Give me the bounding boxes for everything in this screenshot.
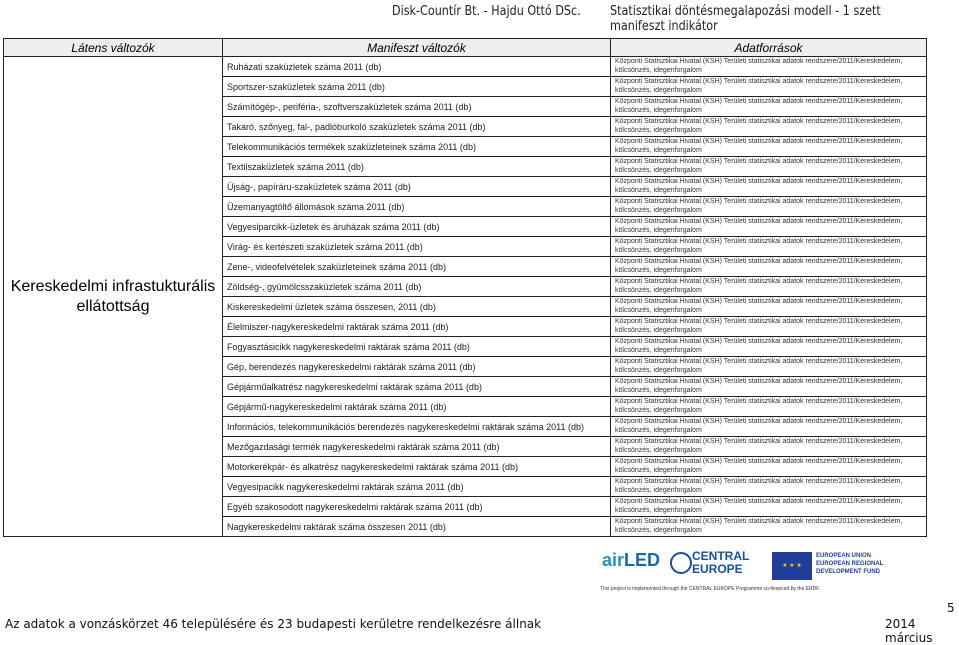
indicator-table xyxy=(3,38,927,537)
manifest-variable: Vegyesiparcikk-üzletek és áruházak száma 2011 (db) xyxy=(223,217,611,237)
data-source: Központi Statisztikai Hivatal (KSH) Területi statisztikai adatok rendszere/2011/Kereskedelem, kölcsönzés, idegenforgalom xyxy=(611,457,927,477)
data-source: Központi Statisztikai Hivatal (KSH) Területi statisztikai adatok rendszere/2011/Kereskedelem, kölcsönzés, idegenforgalom xyxy=(611,317,927,337)
data-source: Központi Statisztikai Hivatal (KSH) Területi statisztikai adatok rendszere/2011/Kereskedelem, kölcsönzés, idegenforgalom xyxy=(611,157,927,177)
data-source: Központi Statisztikai Hivatal (KSH) Területi statisztikai adatok rendszere/2011/Kereskedelem, kölcsönzés, idegenforgalom xyxy=(611,197,927,217)
data-source: Központi Statisztikai Hivatal (KSH) Területi statisztikai adatok rendszere/2011/Kereskedelem, kölcsönzés, idegenforgalom xyxy=(611,97,927,117)
manifest-variable: Textilszaküzletek száma 2011 (db) xyxy=(223,157,611,177)
data-source: Központi Statisztikai Hivatal (KSH) Területi statisztikai adatok rendszere/2011/Kereskedelem, kölcsönzés, idegenforgalom xyxy=(611,117,927,137)
data-source: Központi Statisztikai Hivatal (KSH) Területi statisztikai adatok rendszere/2011/Kereskedelem, kölcsönzés, idegenforgalom xyxy=(611,217,927,237)
data-source: Központi Statisztikai Hivatal (KSH) Területi statisztikai adatok rendszere/2011/Kereskedelem, kölcsönzés, idegenforgalom xyxy=(611,377,927,397)
data-source: Központi Statisztikai Hivatal (KSH) Területi statisztikai adatok rendszere/2011/Kereskedelem, kölcsönzés, idegenforgalom xyxy=(611,137,927,157)
manifest-variable: Gépjármű-nagykereskedelmi raktárak száma 2011 (db) xyxy=(223,397,611,417)
airled-logo: airLED xyxy=(602,550,661,570)
eu-flag-icon: ★ ★ ★ xyxy=(772,552,812,580)
data-source: Központi Statisztikai Hivatal (KSH) Területi statisztikai adatok rendszere/2011/Kereskedelem, kölcsönzés, idegenforgalom xyxy=(611,337,927,357)
data-source: Központi Statisztikai Hivatal (KSH) Területi statisztikai adatok rendszere/2011/Kereskedelem, kölcsönzés, idegenforgalom xyxy=(611,357,927,377)
manifest-variable: Nagykereskedelmi raktárak száma összesen 2011 (db) xyxy=(223,517,611,537)
header-author: Disk-Countír Bt. - Hajdu Ottó DSc. xyxy=(392,4,581,19)
eu-erdf-logo: EUROPEAN UNION EUROPEAN REGIONAL DEVELOPMENT FUND xyxy=(816,553,884,575)
manifest-variable: Információs, telekommunikációs berendezés nagykereskedelmi raktárak száma 2011 (db) xyxy=(223,417,611,437)
manifest-variable: Takaró, szőnyeg, fal-, padlóburkoló szaküzletek száma 2011 (db) xyxy=(223,117,611,137)
data-source: Központi Statisztikai Hivatal (KSH) Területi statisztikai adatok rendszere/2011/Kereskedelem, kölcsönzés, idegenforgalom xyxy=(611,297,927,317)
col-source: Adatforrások xyxy=(611,39,927,57)
data-source: Központi Statisztikai Hivatal (KSH) Területi statisztikai adatok rendszere/2011/Kereskedelem, kölcsönzés, idegenforgalom xyxy=(611,277,927,297)
manifest-variable: Motorkerékpár- és alkatrész nagykereskedelmi raktárak száma 2011 (db) xyxy=(223,457,611,477)
manifest-variable: Élelmiszer-nagykereskedelmi raktárak száma 2011 (db) xyxy=(223,317,611,337)
manifest-variable: Virág- és kertészeti szaküzletek száma 2011 (db) xyxy=(223,237,611,257)
data-source: Központi Statisztikai Hivatal (KSH) Területi statisztikai adatok rendszere/2011/Kereskedelem, kölcsönzés, idegenforgalom xyxy=(611,497,927,517)
manifest-variable: Mezőgazdasági termék nagykereskedelmi raktárak száma 2011 (db) xyxy=(223,437,611,457)
header-title: Statisztikai döntésmegalapozási modell - 1 szett manifeszt indikátor xyxy=(610,4,881,34)
data-source: Központi Statisztikai Hivatal (KSH) Területi statisztikai adatok rendszere/2011/Kereskedelem, kölcsönzés, idegenforgalom xyxy=(611,517,927,537)
latent-variable: Kereskedelmi infrastukturális ellátottság xyxy=(4,57,223,537)
data-source: Központi Statisztikai Hivatal (KSH) Területi statisztikai adatok rendszere/2011/Kereskedelem, kölcsönzés, idegenforgalom xyxy=(611,417,927,437)
manifest-variable: Telekommunikációs termékek szaküzleteinek száma 2011 (db) xyxy=(223,137,611,157)
manifest-variable: Kiskereskedelmi üzletek száma összesen, 2011 (db) xyxy=(223,297,611,317)
data-source: Központi Statisztikai Hivatal (KSH) Területi statisztikai adatok rendszere/2011/Kereskedelem, kölcsönzés, idegenforgalom xyxy=(611,437,927,457)
page-number: 5 xyxy=(947,601,955,615)
manifest-variable: Zene-, videofelvételek szaküzleteinek száma 2011 (db) xyxy=(223,257,611,277)
table-row xyxy=(4,57,927,77)
data-source: Központi Statisztikai Hivatal (KSH) Területi statisztikai adatok rendszere/2011/Kereskedelem, kölcsönzés, idegenforgalom xyxy=(611,257,927,277)
manifest-variable: Fogyasztásicikk nagykereskedelmi raktárak száma 2011 (db) xyxy=(223,337,611,357)
data-source: Központi Statisztikai Hivatal (KSH) Területi statisztikai adatok rendszere/2011/Kereskedelem, kölcsönzés, idegenforgalom xyxy=(611,57,927,77)
data-source: Központi Statisztikai Hivatal (KSH) Területi statisztikai adatok rendszere/2011/Kereskedelem, kölcsönzés, idegenforgalom xyxy=(611,397,927,417)
manifest-variable: Ruházati szaküzletek száma 2011 (db) xyxy=(223,57,611,77)
sponsor-logos xyxy=(600,548,890,596)
manifest-variable: Zöldség-, gyümölcsszaküzletek száma 2011 (db) xyxy=(223,277,611,297)
logo-caption: This project is implemented through the CENTRAL EUROPE Programme co-financed by the ERDF. xyxy=(600,586,821,592)
manifest-variable: Egyéb szakosodott nagykereskedelmi raktárak száma 2011 (db) xyxy=(223,497,611,517)
central-europe-logo: CENTRAL EUROPE xyxy=(670,550,782,576)
manifest-variable: Üzemanyagtöltő állomások száma 2011 (db) xyxy=(223,197,611,217)
manifest-variable: Gép, berendezés nagykereskedelmi raktárak száma 2011 (db) xyxy=(223,357,611,377)
col-latent: Látens változók xyxy=(4,39,223,57)
manifest-variable: Gépjárműalkatrész nagykereskedelmi raktárak száma 2011 (db) xyxy=(223,377,611,397)
data-source: Központi Statisztikai Hivatal (KSH) Területi statisztikai adatok rendszere/2011/Kereskedelem, kölcsönzés, idegenforgalom xyxy=(611,237,927,257)
footer-note: Az adatok a vonzáskörzet 46 településére és 23 budapesti kerületre rendelkezésre állnak xyxy=(5,617,542,631)
manifest-variable: Vegyesipacikk nagykereskedelmi raktárak száma 2011 (db) xyxy=(223,477,611,497)
data-source: Központi Statisztikai Hivatal (KSH) Területi statisztikai adatok rendszere/2011/Kereskedelem, kölcsönzés, idegenforgalom xyxy=(611,177,927,197)
manifest-variable: Sportszer-szaküzletek száma 2011 (db) xyxy=(223,77,611,97)
manifest-variable: Újság-, papíráru-szaküzletek száma 2011 (db) xyxy=(223,177,611,197)
footer-date: 2014 március xyxy=(885,617,933,645)
data-source: Központi Statisztikai Hivatal (KSH) Területi statisztikai adatok rendszere/2011/Kereskedelem, kölcsönzés, idegenforgalom xyxy=(611,477,927,497)
col-manifest: Manifeszt változók xyxy=(223,39,611,57)
manifest-variable: Számítógép-, periféria-, szoftverszaküzletek száma 2011 (db) xyxy=(223,97,611,117)
data-source: Központi Statisztikai Hivatal (KSH) Területi statisztikai adatok rendszere/2011/Kereskedelem, kölcsönzés, idegenforgalom xyxy=(611,77,927,97)
